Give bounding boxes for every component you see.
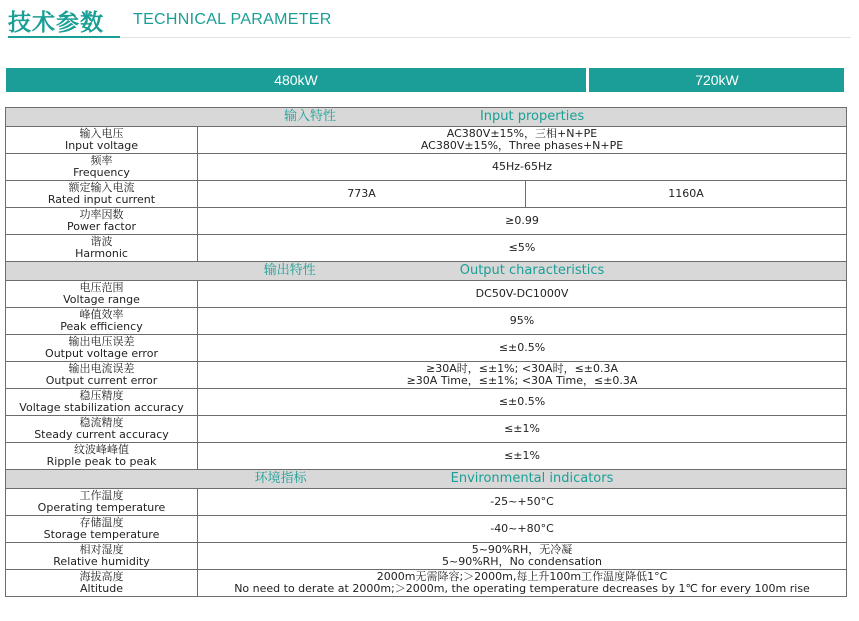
row-value: ≤±0.5% xyxy=(198,335,847,362)
row-label: 相对湿度 Relative humidity xyxy=(6,543,198,570)
title-underline xyxy=(8,36,120,38)
row-label: 海拔高度 Altitude xyxy=(6,570,198,597)
section-title-cn: 输入特性 xyxy=(283,109,336,124)
section-title-en: Input properties xyxy=(479,109,585,124)
row-label: 峰值效率 Peak efficiency xyxy=(6,308,198,335)
table-row xyxy=(6,362,847,389)
table-row xyxy=(6,308,847,335)
row-value: AC380V±15%，三相+N+PE AC380V±15%，Three phases+N+PE xyxy=(198,127,847,154)
row-label: 输出电流误差 Output current error xyxy=(6,362,198,389)
row-value: ≤±0.5% xyxy=(198,389,847,416)
table-row xyxy=(6,443,847,470)
table-row xyxy=(6,416,847,443)
section-header-output xyxy=(6,262,847,281)
row-label: 稳压精度 Voltage stabilization accuracy xyxy=(6,389,198,416)
section-title-en: Environmental indicators xyxy=(450,471,614,486)
row-value: ≥30A时，≤±1%; <30A时，≤±0.3A ≥30A Time，≤±1%; <30A Time，≤±0.3A xyxy=(198,362,847,389)
row-label: 谐波 Harmonic xyxy=(6,235,198,262)
row-value-720kw: 1160A xyxy=(526,181,847,208)
table-row xyxy=(6,127,847,154)
row-label: 纹波峰峰值 Ripple peak to peak xyxy=(6,443,198,470)
row-value-480kw: 773A xyxy=(198,181,526,208)
table-row xyxy=(6,235,847,262)
page-header xyxy=(8,0,851,40)
row-value: 5~90%RH，无冷凝 5~90%RH，No condensation xyxy=(198,543,847,570)
row-label: 输入电压 Input voltage xyxy=(6,127,198,154)
row-value: 95% xyxy=(198,308,847,335)
section-header-environment xyxy=(6,470,847,489)
row-value: DC50V-DC1000V xyxy=(198,281,847,308)
section-title-en: Output characteristics xyxy=(459,263,605,278)
row-value: ≤±1% xyxy=(198,416,847,443)
row-value: 45Hz-65Hz xyxy=(198,154,847,181)
row-value: 2000m无需降容;＞2000m,每上升100m工作温度降低1°C No need to derate at 2000m;＞2000m, the operating temperature decreases by 1℃ for every 100m rise xyxy=(198,570,847,597)
table-row xyxy=(6,570,847,597)
row-value: -40~+80°C xyxy=(198,516,847,543)
table-row xyxy=(6,543,847,570)
model-separator xyxy=(586,68,589,92)
row-label: 工作温度 Operating temperature xyxy=(6,489,198,516)
row-label: 存储温度 Storage temperature xyxy=(6,516,198,543)
model-480kw: 480kW xyxy=(274,72,318,88)
table-row xyxy=(6,489,847,516)
section-header-input xyxy=(6,108,847,127)
section-title-cn: 输出特性 xyxy=(263,263,316,278)
table-row xyxy=(6,516,847,543)
header-divider xyxy=(120,37,851,38)
title-cn: 技术参数 xyxy=(8,10,104,36)
row-label: 稳流精度 Steady current accuracy xyxy=(6,416,198,443)
table-row xyxy=(6,181,847,208)
table-row xyxy=(6,281,847,308)
model-720kw: 720kW xyxy=(695,72,739,88)
title-en: TECHNICAL PARAMETER xyxy=(133,11,332,28)
table-row xyxy=(6,335,847,362)
row-value: ≥0.99 xyxy=(198,208,847,235)
row-value: ≤±1% xyxy=(198,443,847,470)
row-label: 额定输入电流 Rated input current xyxy=(6,181,198,208)
section-title-cn: 环境指标 xyxy=(254,471,307,486)
row-label: 功率因数 Power factor xyxy=(6,208,198,235)
row-label: 频率 Frequency xyxy=(6,154,198,181)
model-banner xyxy=(6,68,844,92)
row-label: 电压范围 Voltage range xyxy=(6,281,198,308)
spec-table xyxy=(5,107,847,597)
table-row xyxy=(6,208,847,235)
table-row xyxy=(6,389,847,416)
row-value: ≤5% xyxy=(198,235,847,262)
row-label: 输出电压误差 Output voltage error xyxy=(6,335,198,362)
table-row xyxy=(6,154,847,181)
row-value: -25~+50°C xyxy=(198,489,847,516)
